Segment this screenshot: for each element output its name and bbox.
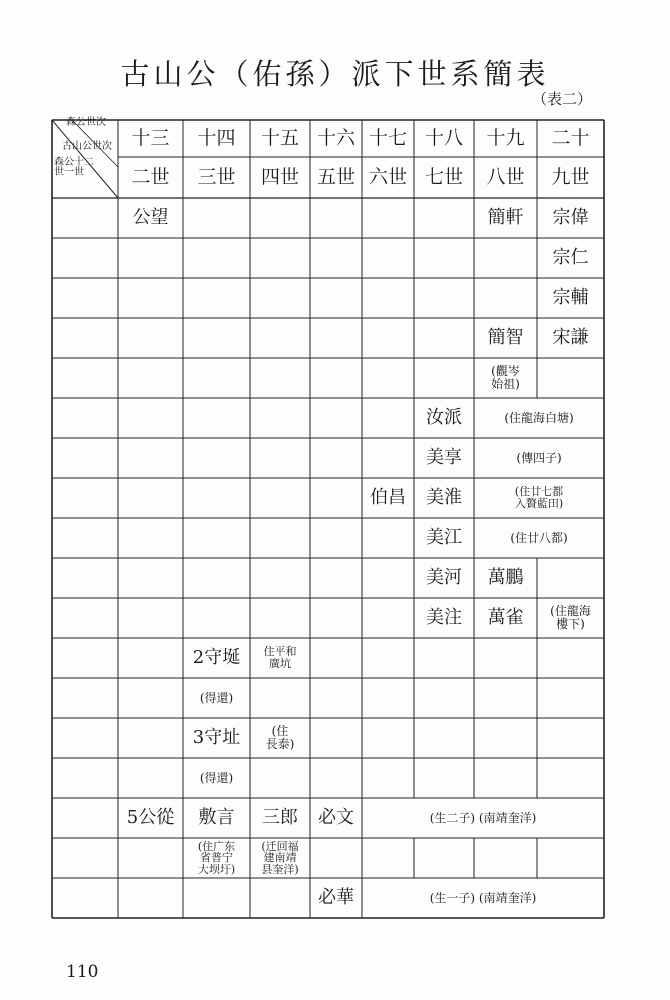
header-sen-generation: 二十 [551, 126, 590, 149]
header-gushan-generation: 八世 [486, 165, 525, 188]
person-name-cell: 美淮 [426, 486, 462, 508]
person-name-cell: 公望 [132, 206, 169, 228]
header-gushan-generation: 六世 [368, 165, 407, 188]
person-name-cell: 必文 [318, 806, 354, 828]
person-name-cell: 美河 [426, 566, 462, 588]
note-cell: (得還) [199, 770, 234, 785]
note-cell: (住廿七都 入贅藍田) [514, 485, 564, 510]
person-name-cell: 美江 [426, 526, 462, 548]
header-gushan-generation: 三世 [197, 165, 236, 188]
page-number: 110 [66, 962, 99, 982]
header-sen-generation: 十九 [486, 126, 525, 149]
header-gushan-generation: 七世 [424, 165, 463, 188]
note-cell: 住平和 廣坑 [263, 645, 297, 670]
header-sen-generation: 十七 [368, 126, 407, 149]
note-cell: (住广东 省普宁 大坝圩) [197, 839, 236, 876]
corner-bottom-label: 森公十二世一世 [54, 157, 94, 178]
person-name-cell: 萬雀 [487, 606, 524, 628]
person-name-cell: 宗仁 [552, 246, 589, 268]
note-cell: (得還) [199, 690, 234, 705]
note-cell: (迁回福 建南靖 县奎洋) [261, 839, 299, 876]
header-gushan-generation: 四世 [260, 165, 299, 188]
person-name-cell: 3守址 [192, 726, 241, 748]
note-cell: (生一子) (南靖奎洋) [429, 890, 537, 905]
table-number: （表二） [531, 90, 592, 108]
note-cell: (住龍海白塘) [504, 410, 574, 425]
person-name-cell: 2守埏 [192, 646, 241, 668]
page-title: 古山公（佑孫）派下世系簡表 [120, 57, 550, 91]
header-sen-generation: 十四 [197, 126, 236, 149]
person-name-cell: 宗偉 [552, 206, 589, 228]
person-name-cell: 宗輔 [552, 286, 589, 308]
person-name-cell: 美享 [426, 446, 462, 468]
person-name-cell: 敷言 [198, 806, 235, 828]
note-cell: (生二子) (南靖奎洋) [429, 810, 537, 825]
note-cell: (住廿八都) [510, 530, 568, 545]
header-gushan-generation: 二世 [131, 165, 170, 188]
header-sen-generation: 十八 [424, 126, 463, 149]
person-name-cell: 汝派 [426, 406, 462, 428]
header-sen-generation: 十五 [260, 126, 299, 149]
person-name-cell: 必華 [318, 886, 354, 908]
header-gushan-generation: 九世 [551, 165, 590, 188]
header-sen-generation: 十六 [316, 126, 355, 149]
person-name-cell: 伯昌 [370, 486, 406, 508]
note-cell: (住龍海 樓下) [550, 604, 591, 631]
person-name-cell: 簡軒 [487, 206, 524, 228]
note-cell: (傳四子) [516, 450, 562, 465]
person-name-cell: 簡智 [487, 326, 524, 348]
header-sen-generation: 十三 [131, 126, 170, 149]
person-name-cell: 三郎 [262, 806, 298, 828]
corner-gushan-label: 古山公世次 [62, 141, 112, 152]
person-name-cell: 宋謙 [552, 326, 589, 348]
person-name-cell: 5公從 [126, 806, 175, 828]
corner-sen-label: 森公世次 [66, 117, 106, 128]
note-cell: (住 長泰) [265, 724, 295, 751]
note-cell: (觀岑 始祖) [491, 364, 520, 391]
person-name-cell: 美注 [426, 606, 462, 628]
person-name-cell: 萬鵬 [487, 566, 524, 588]
header-gushan-generation: 五世 [316, 165, 355, 188]
